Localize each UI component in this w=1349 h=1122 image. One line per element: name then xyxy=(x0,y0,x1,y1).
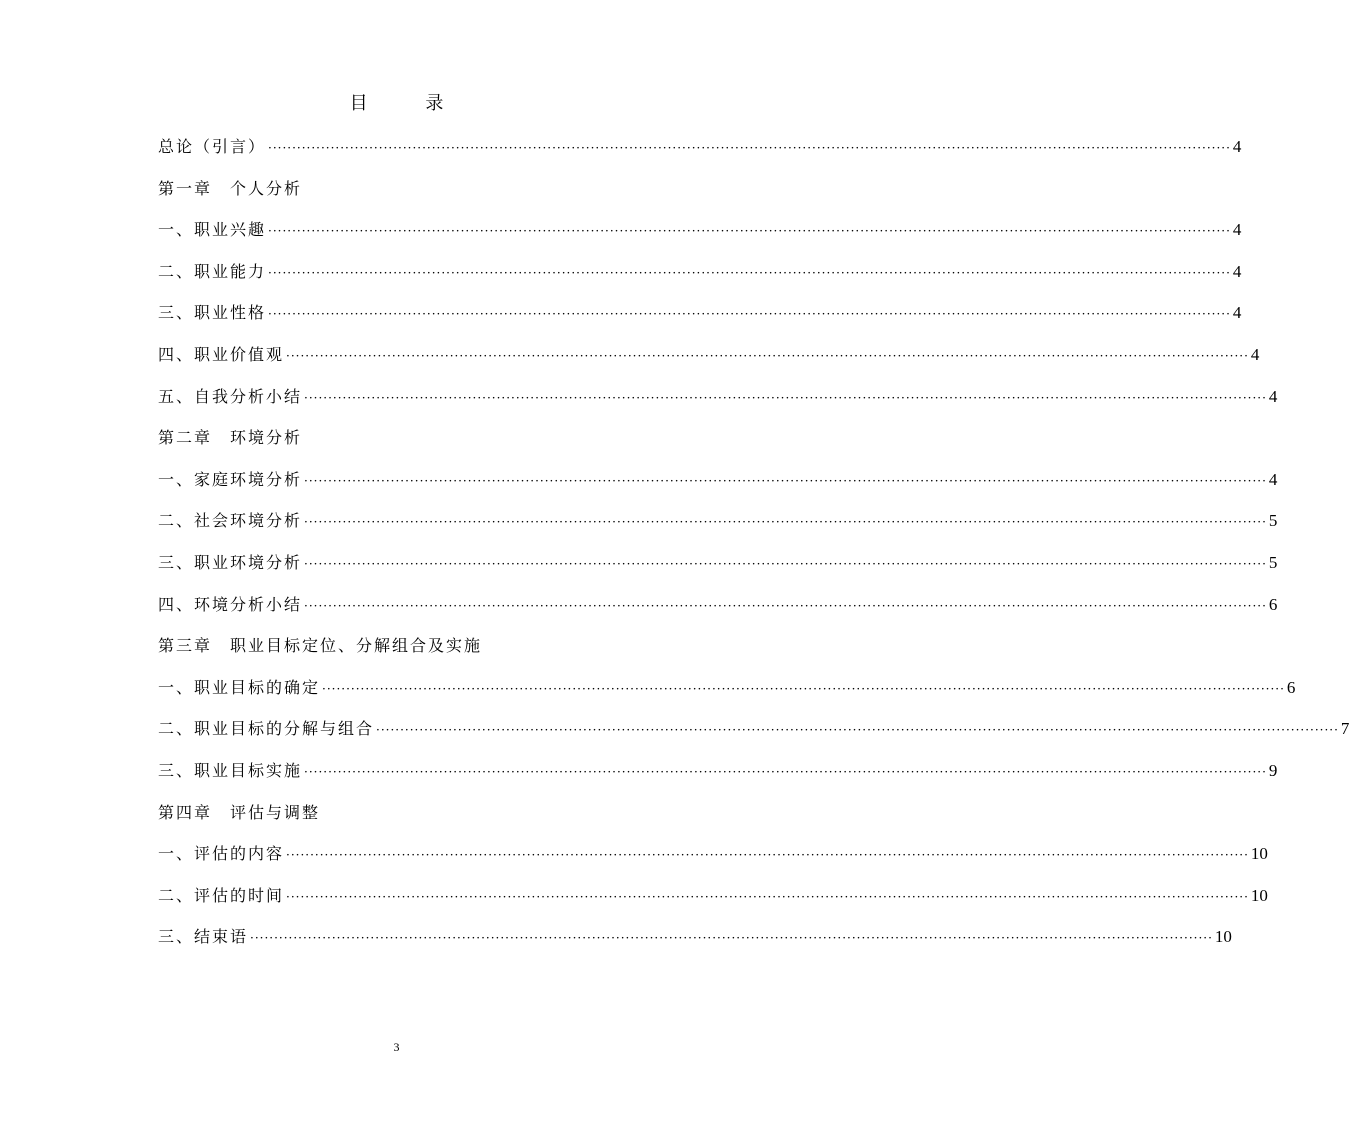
toc-entry-page: 6 xyxy=(1286,677,1296,697)
toc-entry-page: 10 xyxy=(1214,927,1232,947)
toc-entry[interactable] xyxy=(158,875,1268,917)
toc-leader-dots: ········································································································································································································ xyxy=(286,848,1249,863)
toc-entry-page: 4 xyxy=(1232,303,1242,323)
toc-leader-dots: ········································································································································································································ xyxy=(322,681,1285,696)
toc-entry-text: 五、自我分析小结 xyxy=(158,386,303,406)
toc-entry[interactable] xyxy=(158,292,1242,334)
toc-entry[interactable] xyxy=(158,542,1278,584)
toc-leader-dots: ········································································································································································································ xyxy=(268,141,1231,155)
toc-leader-dots: ········································································································································································································ xyxy=(376,723,1339,738)
toc-entry-page: 4 xyxy=(1232,261,1242,281)
toc-entry[interactable] xyxy=(158,334,1260,376)
toc-entry[interactable] xyxy=(158,376,1278,418)
chapter-title: 环境分析 xyxy=(230,428,303,448)
toc-entry-text: 二、社会环境分析 xyxy=(158,511,303,531)
chapter-title: 个人分析 xyxy=(230,178,303,198)
toc-leader-dots: ········································································································································································································ xyxy=(304,764,1267,779)
toc-entry-text: 三、职业性格 xyxy=(158,303,267,323)
toc-entry-text: 三、结束语 xyxy=(158,927,249,947)
toc-leader-dots: ········································································································································································································ xyxy=(268,307,1231,322)
toc-leader-dots: ········································································································································································································ xyxy=(304,515,1267,530)
toc-entry[interactable] xyxy=(158,708,1349,750)
page-number: 3 xyxy=(393,1040,400,1054)
toc-chapter-heading[interactable] xyxy=(158,625,672,667)
chapter-label: 第四章 xyxy=(158,802,213,822)
toc-chapter-heading[interactable] xyxy=(158,168,672,210)
toc-entry-page: 6 xyxy=(1268,594,1278,614)
toc-entry-page: 4 xyxy=(1268,469,1278,489)
toc-entry-text: 三、职业目标实施 xyxy=(158,760,303,780)
toc-leader-dots: ········································································································································································································ xyxy=(286,348,1249,363)
toc-entry-page: 10 xyxy=(1250,844,1268,864)
toc-entry-page: 9 xyxy=(1268,760,1278,780)
toc-entry[interactable] xyxy=(158,833,1268,875)
toc-leader-dots: ········································································································································································································ xyxy=(304,473,1267,488)
toc-entry-text: 一、职业目标的确定 xyxy=(158,677,321,697)
toc-entry-page: 10 xyxy=(1250,885,1268,905)
toc-entry[interactable] xyxy=(158,584,1278,626)
toc-entry[interactable] xyxy=(158,916,1232,958)
chapter-label: 第一章 xyxy=(158,178,213,198)
toc-entry-page: 7 xyxy=(1340,719,1349,739)
toc-entry-text: 二、评估的时间 xyxy=(158,885,285,905)
toc-entry-text: 一、家庭环境分析 xyxy=(158,469,303,489)
toc-entry-text: 一、职业兴趣 xyxy=(158,220,267,240)
chapter-title: 评估与调整 xyxy=(230,802,321,822)
toc-leader-dots: ········································································································································································································ xyxy=(304,390,1267,405)
toc-leader-dots: ········································································································································································································ xyxy=(304,556,1267,571)
toc-entry[interactable] xyxy=(158,126,1242,168)
toc-entry[interactable] xyxy=(158,459,1278,501)
toc-chapter-heading[interactable] xyxy=(158,417,672,459)
toc-entry-page: 4 xyxy=(1268,386,1278,406)
toc-entry-text: 二、职业目标的分解与组合 xyxy=(158,719,375,739)
toc-entry-page: 5 xyxy=(1268,511,1278,531)
toc-leader-dots: ········································································································································································································ xyxy=(250,931,1213,946)
toc-list xyxy=(158,126,1349,958)
chapter-label: 第二章 xyxy=(158,428,213,448)
chapter-label: 第三章 xyxy=(158,636,213,656)
toc-entry-page: 4 xyxy=(1232,220,1242,240)
toc-leader-dots: ········································································································································································································ xyxy=(268,265,1231,280)
chapter-title: 职业目标定位、分解组合及实施 xyxy=(230,636,483,656)
toc-entry-page: 4 xyxy=(1250,344,1260,364)
toc-leader-dots: ········································································································································································································ xyxy=(286,889,1249,904)
toc-entry-text: 一、评估的内容 xyxy=(158,844,285,864)
toc-entry-text: 二、职业能力 xyxy=(158,261,267,281)
toc-entry-text: 三、职业环境分析 xyxy=(158,552,303,572)
toc-entry[interactable] xyxy=(158,750,1278,792)
toc-leader-dots: ········································································································································································································ xyxy=(304,598,1267,613)
toc-entry[interactable] xyxy=(158,667,1296,709)
toc-leader-dots: ········································································································································································································ xyxy=(268,224,1231,239)
toc-entry-text: 四、环境分析小结 xyxy=(158,594,303,614)
toc-entry[interactable] xyxy=(158,251,1242,293)
toc-entry[interactable] xyxy=(158,209,1242,251)
toc-title: 目 录 xyxy=(349,93,470,114)
toc-entry-page: 4 xyxy=(1232,137,1242,156)
toc-entry[interactable] xyxy=(158,500,1278,542)
toc-entry-text: 四、职业价值观 xyxy=(158,344,285,364)
toc-chapter-heading[interactable] xyxy=(158,792,672,834)
toc-entry-page: 5 xyxy=(1268,552,1278,572)
toc-entry-text: 总论（引言） xyxy=(158,137,267,156)
